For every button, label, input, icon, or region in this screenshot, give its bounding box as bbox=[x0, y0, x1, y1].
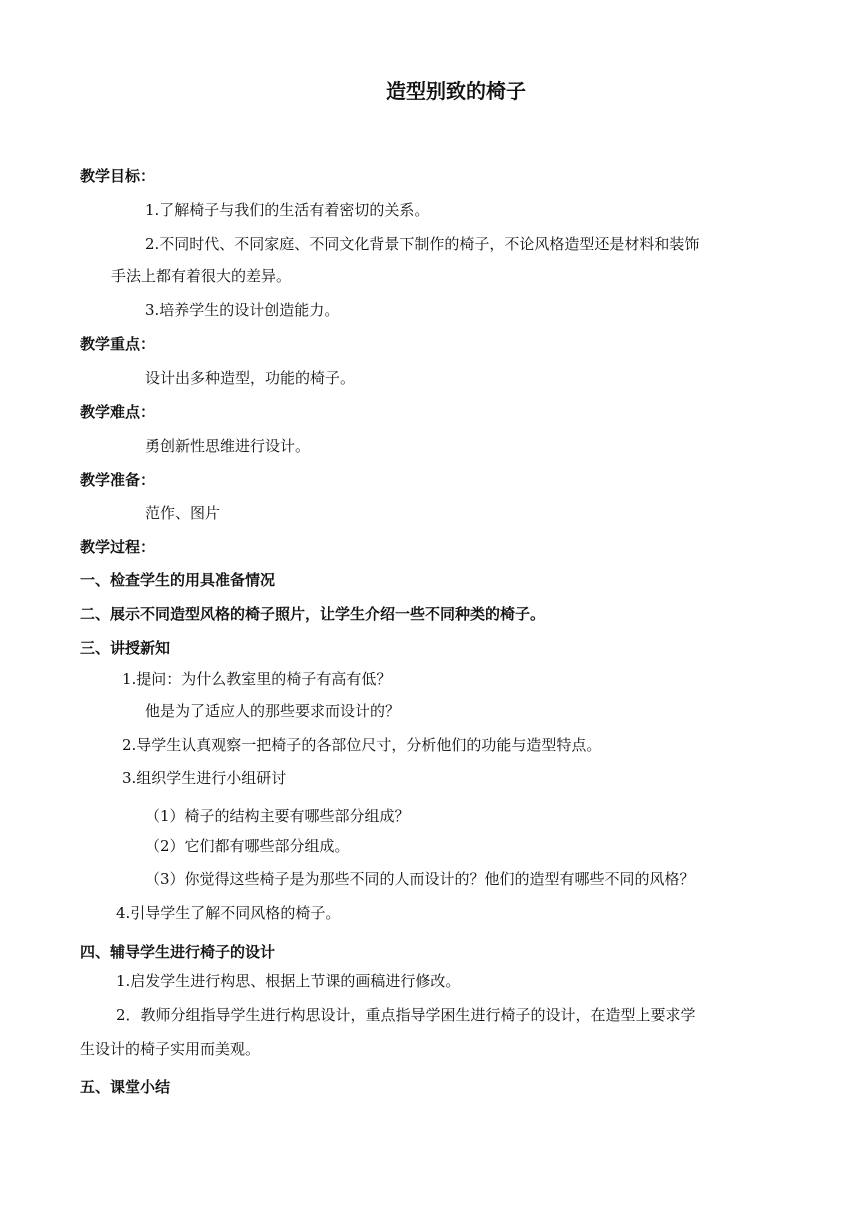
section-3-item-3: 3.组织学生进行小组研讨 bbox=[122, 769, 287, 787]
section-3-item-4: 4.引导学生了解不同风格的椅子。 bbox=[116, 904, 341, 922]
section-5-heading: 五、课堂小结 bbox=[80, 1078, 171, 1096]
objectives-heading: 教学目标： bbox=[80, 167, 156, 185]
process-heading: 教学过程： bbox=[80, 538, 156, 556]
preparation-heading: 教学准备： bbox=[80, 471, 156, 489]
section-3-item-1-line-1: 1.提问：为什么教室里的椅子有高有低？ bbox=[122, 670, 392, 688]
section-1-heading: 一、检查学生的用具准备情况 bbox=[80, 571, 276, 589]
key-points-heading: 教学重点： bbox=[80, 335, 156, 353]
section-2-heading: 二、展示不同造型风格的椅子照片，让学生介绍一些不同种类的椅子。 bbox=[80, 605, 546, 623]
page-title: 造型别致的椅子 bbox=[386, 79, 526, 103]
section-3-sub-2: （2）它们都有哪些部分组成。 bbox=[145, 837, 350, 855]
objective-item-1: 1.了解椅子与我们的生活有着密切的关系。 bbox=[145, 201, 430, 219]
section-4-heading: 四、辅导学生进行椅子的设计 bbox=[80, 943, 276, 961]
preparation-text: 范作、图片 bbox=[145, 504, 221, 522]
objective-item-3: 3.培养学生的设计创造能力。 bbox=[145, 301, 340, 319]
section-4-item-1: 1.启发学生进行构思、根据上节课的画稿进行修改。 bbox=[116, 972, 461, 990]
section-3-item-1-line-2: 他是为了适应人的那些要求而设计的？ bbox=[145, 702, 401, 720]
objective-item-2-line-1: 2.不同时代、不同家庭、不同文化背景下制作的椅子，不论风格造型还是材料和装饰 bbox=[145, 235, 700, 253]
difficulties-heading: 教学难点： bbox=[80, 403, 156, 421]
section-3-item-2: 2.导学生认真观察一把椅子的各部位尺寸，分析他们的功能与造型特点。 bbox=[122, 736, 602, 754]
difficulties-text: 勇创新性思维进行设计。 bbox=[145, 437, 311, 455]
section-3-sub-3: （3）你觉得这些椅子是为那些不同的人而设计的？他们的造型有哪些不同的风格？ bbox=[145, 870, 695, 888]
key-points-text: 设计出多种造型，功能的椅子。 bbox=[145, 369, 356, 387]
section-4-item-2-line-1: 2．教师分组指导学生进行构思设计，重点指导学困生进行椅子的设计，在造型上要求学 bbox=[116, 1006, 696, 1024]
section-4-item-2-line-2: 生设计的椅子实用而美观。 bbox=[80, 1040, 261, 1058]
section-3-heading: 三、讲授新知 bbox=[80, 639, 171, 657]
section-3-sub-1: （1）椅子的结构主要有哪些部分组成？ bbox=[145, 807, 410, 825]
objective-item-2-line-2: 手法上都有着很大的差异。 bbox=[111, 267, 292, 285]
